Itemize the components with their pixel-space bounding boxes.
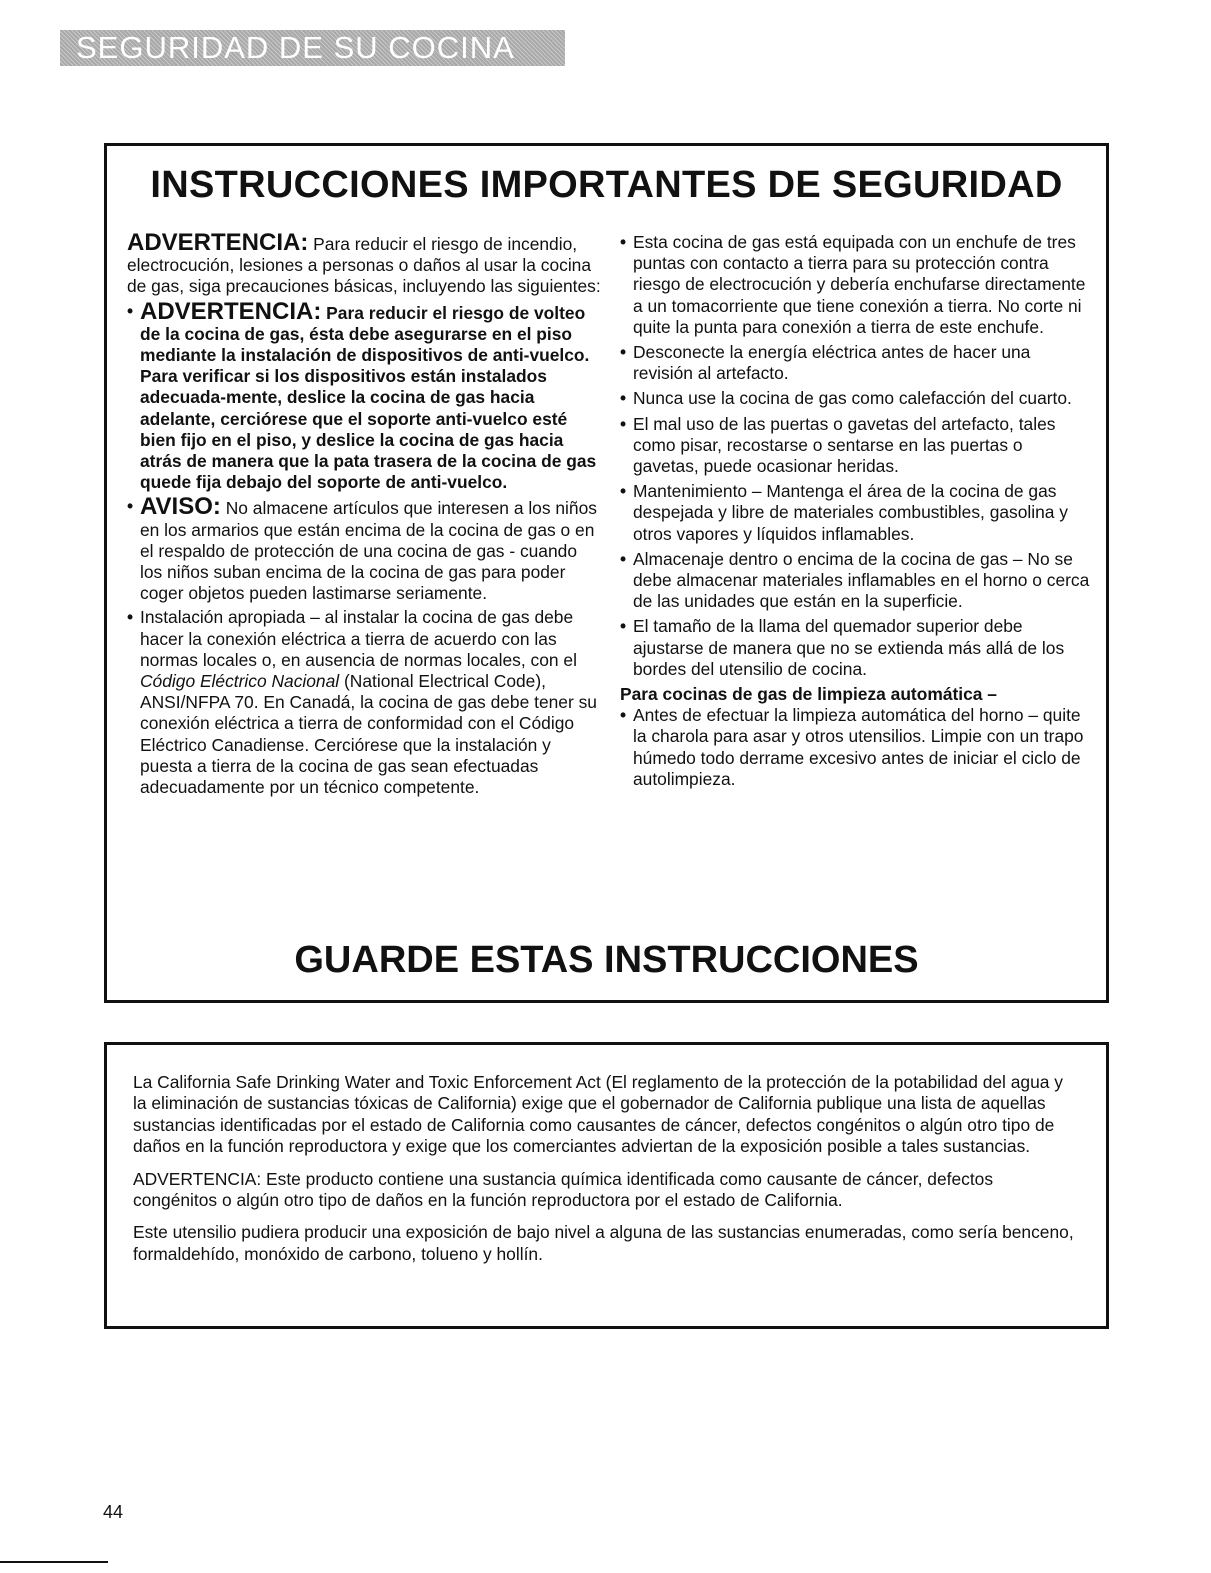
list-item	[620, 481, 1090, 545]
bullet-icon: •	[620, 232, 627, 252]
bullet-icon: •	[620, 388, 627, 409]
list-item-text: El tamaño de la llama del quemador superior debe ajustarse de manera que no se extienda más allá de los bordes del utensilio de cocina.	[633, 616, 1065, 679]
list-item	[620, 549, 1090, 613]
right-column	[620, 232, 1090, 794]
prop65-paragraph: La California Safe Drinking Water and Toxic Enforcement Act (El reglamento de la protección de la potabilidad del agua y la eliminación de sustancias tóxicas de California) exige que el gobernador de California publique una lista de aquellas sustancias identificadas por el estado de California como causantes de cáncer, defectos congénitos o algún otro tipo de daños en la función reproductora y exige que los comerciantes adviertan de la exposición posible a tales sustancias.	[133, 1072, 1063, 1157]
list-item-text: El mal uso de las puertas o gavetas del artefacto, tales como pisar, recostarse o sentarse en las puertas o gavetas, puede ocasionar heridas.	[633, 413, 1056, 477]
list-item-text: Almacenaje dentro o encima de la cocina de gas – No se debe almacenar materiales inflamables en el horno o cerca de las unidades que están en la superficie.	[633, 548, 1090, 612]
prop65-exposure: Este utensilio pudiera producir una exposición de bajo nivel a alguna de las sustancias enumeradas, como sería benceno, formaldehído, monóxido de carbono, tolueno y hollín.	[133, 1222, 1074, 1264]
list-item	[620, 414, 1090, 478]
list-item-text: Antes de efectuar la limpieza automática del horno – quite la charola para asar y otros utensilios. Limpie con un trapo húmedo todo derrame excesivo antes de iniciar el ciclo de autolimpieza.	[633, 705, 1084, 789]
aviso-label: AVISO:	[140, 493, 221, 521]
bullet-icon: •	[127, 300, 134, 321]
bullet-icon: •	[620, 413, 627, 434]
list-item	[620, 616, 1090, 680]
bullet-icon: •	[127, 607, 134, 628]
aviso-warning	[127, 493, 603, 604]
list-item	[620, 342, 1090, 384]
bullet-icon: •	[620, 705, 627, 726]
bullet-icon: •	[620, 616, 627, 637]
list-item	[620, 705, 1090, 790]
antitip-text: Para reducir el riesgo de volteo de la cocina de gas, ésta debe asegurarse en el piso mediante la instalación de dispositivos de anti-vuelco. Para verificar si los dispositivos están instalados adecuada-mente, deslice la cocina de gas hacia adelante, cerciórese que el soporte anti-vuelco esté bien fijo en el piso, y deslice la cocina de gas hacia atrás de manera que la pata trasera de la cocina de gas quede fija debajo del soporte de anti-vuelco.	[140, 302, 597, 493]
electrical-code-name: Código Eléctrico Nacional	[140, 671, 340, 692]
intro-warning	[127, 229, 603, 298]
page-number: 44	[103, 1502, 124, 1522]
antitip-label: ADVERTENCIA:	[140, 297, 322, 325]
aviso-text: No almacene artículos que interesen a los niños en los armarios que están encima de la cocina de gas o en el respaldo de protección de una cocina de gas - cuando los niños suban encima de la cocina de gas para poder coger objetos pueden lastimarse seriamente.	[140, 498, 597, 604]
list-item	[620, 232, 1090, 338]
bullet-icon: •	[620, 481, 627, 502]
safety-title: INSTRUCCIONES IMPORTANTES DE SEGURIDAD	[150, 164, 1063, 206]
bullet-icon: •	[620, 548, 627, 569]
bullet-icon: •	[127, 496, 134, 517]
list-item-text: Mantenimiento – Mantenga el área de la cocina de gas despejada y libre de materiales combustibles, gasolina y otros vapores y líquidos inflamables.	[633, 481, 1069, 544]
bullet-icon: •	[620, 342, 627, 363]
intro-warning-label: ADVERTENCIA:	[127, 229, 309, 256]
installation-text-1: Instalación apropiada – al instalar la cocina de gas debe hacer la conexión eléctrica a tierra de acuerdo con las normas locales o, en ausencia de normas locales, con el	[140, 607, 577, 670]
list-item-text: Desconecte la energía eléctrica antes de hacer una revisión al artefacto.	[633, 342, 1031, 384]
intro-warning-text: Para reducir el riesgo de incendio, electrocución, lesiones a personas o daños al usar la cocina de gas, siga precauciones básicas, incluyendo las siguientes:	[127, 234, 601, 297]
save-instructions-title: GUARDE ESTAS INSTRUCCIONES	[294, 939, 919, 981]
list-item	[620, 388, 1090, 409]
list-item-text: Esta cocina de gas está equipada con un enchufe de tres puntas con contacto a tierra para su protección contra riesgo de electrocución y debería enchufarse directamente a un tomacorriente que tiene conexión a tierra. No corte ni quite la punta para conexión a tierra de este enchufe.	[633, 232, 1086, 337]
installation-text-2: (National Electrical Code), ANSI/NFPA 70. En Canadá, la cocina de gas debe tener su conexión eléctrica a tierra de conformidad con el Código Eléctrico Canadiense. Cerciórese que la instalación y puesta a tierra de la cocina de gas sean efectuadas adecuadamente por un técnico competente.	[140, 671, 597, 798]
left-column	[127, 229, 603, 798]
section-title: SEGURIDAD DE SU COCINA	[60, 30, 565, 66]
bottom-rule	[0, 1561, 108, 1563]
installation-item	[127, 607, 603, 798]
prop65-warning: ADVERTENCIA: Este producto contiene una sustancia química identificada como causante de cáncer, defectos congénitos o algún otro tipo de daños en la función reproductora por el estado de California.	[133, 1168, 994, 1211]
safety-instructions-box	[104, 143, 1109, 1003]
list-item-text: Nunca use la cocina de gas como calefacción del cuarto.	[633, 388, 1072, 409]
prop65-box	[104, 1042, 1109, 1329]
selfclean-heading: Para cocinas de gas de limpieza automática –	[620, 684, 997, 705]
antitip-warning	[127, 297, 603, 494]
